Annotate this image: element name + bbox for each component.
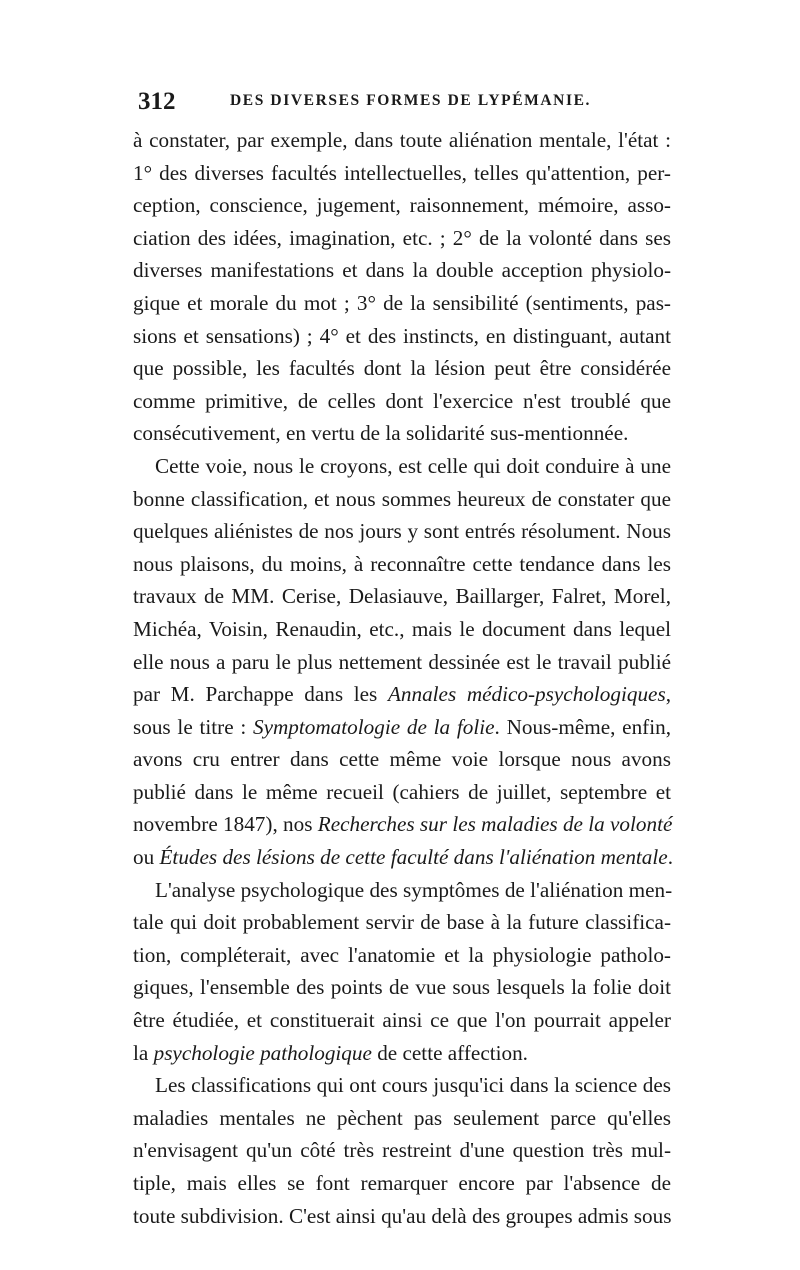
text-line xyxy=(133,939,671,972)
text-line xyxy=(133,1134,671,1167)
italic-text: Symptomatologie de la folie xyxy=(253,714,495,739)
text-segment: que possible, les facultés dont la lésion peut être considérée xyxy=(133,356,671,381)
text-line xyxy=(133,483,671,516)
text-segment: Les classifications qui ont cours jusqu'ici dans la science des xyxy=(155,1073,671,1098)
text-segment: , xyxy=(665,682,671,707)
text-segment: tion, compléterait, avec l'anatomie et la physiologie patholo- xyxy=(133,942,671,967)
text-line xyxy=(133,646,671,679)
text-line xyxy=(133,189,671,222)
text-line xyxy=(133,157,671,190)
text-segment: quelques aliénistes de nos jours y sont entrés résolument. Nous xyxy=(133,519,671,544)
text-line xyxy=(133,971,671,1004)
text-segment: publié dans le même recueil (cahiers de juillet, septembre et xyxy=(133,779,671,804)
text-line xyxy=(133,222,671,255)
text-line xyxy=(133,841,671,874)
text-segment: maladies mentales ne pèchent pas seulement parce qu'elles xyxy=(133,1105,671,1130)
text-segment: Cette voie, nous le croyons, est celle qui doit conduire à une xyxy=(155,453,671,478)
text-line xyxy=(133,254,671,287)
text-segment: Michéa, Voisin, Renaudin, etc., mais le document dans lequel xyxy=(133,616,671,641)
page-number: 312 xyxy=(138,88,176,115)
text-segment: consécutivement, en vertu de la solidarité sus-mentionnée. xyxy=(133,421,629,446)
text-segment: diverses manifestations et dans la double acception physiolo- xyxy=(133,258,671,283)
text-line xyxy=(133,808,671,841)
text-segment: travaux de MM. Cerise, Delasiauve, Baillarger, Falret, Morel, xyxy=(133,584,671,609)
text-line xyxy=(133,352,671,385)
text-line xyxy=(133,1200,671,1233)
text-segment: bonne classification, et nous sommes heureux de constater que xyxy=(133,486,671,511)
text-line xyxy=(133,1004,671,1037)
text-segment: à constater, par exemple, dans toute aliénation mentale, l'état : xyxy=(133,128,671,152)
text-line xyxy=(133,124,671,157)
text-segment: . Nous-même, enfin, xyxy=(494,714,672,739)
text-segment: tale qui doit probablement servir de base à la future classifica- xyxy=(133,910,671,935)
text-line xyxy=(133,613,671,646)
text-segment: toute subdivision. C'est ainsi qu'au delà des groupes admis sous xyxy=(133,1203,672,1228)
text-segment: la xyxy=(133,1040,154,1065)
text-line xyxy=(133,1069,671,1102)
text-line xyxy=(133,1102,671,1135)
text-line xyxy=(133,417,671,450)
text-segment: giques, l'ensemble des points de vue sous lesquels la folie doit xyxy=(133,975,671,1000)
text-segment: sous le titre : xyxy=(133,714,253,739)
text-segment: sions et sensations) ; 4° et des instincts, en distinguant, autant xyxy=(133,323,671,348)
text-segment: par M. Parchappe dans les xyxy=(133,682,388,707)
text-segment: être étudiée, et constituerait ainsi ce que l'on pourrait appeler xyxy=(133,1008,671,1033)
text-line xyxy=(133,320,671,353)
text-segment: ciation des idées, imagination, etc. ; 2° de la volonté dans ses xyxy=(133,225,671,250)
text-line xyxy=(133,450,671,483)
text-line xyxy=(133,1037,671,1070)
text-line xyxy=(133,385,671,418)
text-line xyxy=(133,874,671,907)
text-segment: nous plaisons, du moins, à reconnaître cette tendance dans les xyxy=(133,551,671,576)
text-line xyxy=(133,548,671,581)
text-line xyxy=(133,743,671,776)
text-segment: ou xyxy=(133,845,160,870)
text-segment: gique et morale du mot ; 3° de la sensibilité (sentiments, pas- xyxy=(133,290,671,315)
page-header xyxy=(138,88,668,118)
text-line xyxy=(133,776,671,809)
text-segment: n'envisagent qu'un côté très restreint d'une question très mul- xyxy=(133,1138,671,1163)
text-line xyxy=(133,515,671,548)
italic-text: Recherches sur les maladies de la volonté xyxy=(317,812,673,837)
italic-text: psychologie pathologique xyxy=(153,1040,372,1065)
text-line xyxy=(133,678,671,711)
text-segment: L'analyse psychologique des symptômes de l'aliénation men- xyxy=(155,877,673,902)
text-segment: novembre 1847), nos xyxy=(133,812,318,837)
text-segment: avons cru entrer dans cette même voie lorsque nous avons xyxy=(133,747,671,772)
running-title: DES DIVERSES FORMES DE LYPÉMANIE. xyxy=(230,92,591,109)
text-line xyxy=(133,287,671,320)
text-segment: de cette affection. xyxy=(371,1040,528,1065)
italic-text: Études des lésions de cette faculté dans l'aliénation mentale xyxy=(159,845,668,870)
text-segment: ception, conscience, jugement, raisonnement, mémoire, asso- xyxy=(133,193,671,218)
text-line xyxy=(133,1167,671,1200)
italic-text: Annales médico-psychologiques xyxy=(387,682,666,707)
body-text xyxy=(133,124,671,1232)
text-segment: 1° des diverses facultés intellectuelles, telles qu'attention, per- xyxy=(133,160,671,185)
text-segment: comme primitive, de celles dont l'exercice n'est troublé que xyxy=(133,388,671,413)
text-line xyxy=(133,580,671,613)
text-segment: elle nous a paru le plus nettement dessinée est le travail publié xyxy=(133,649,671,674)
text-line xyxy=(133,711,671,744)
text-segment: . xyxy=(667,845,673,870)
text-segment: tiple, mais elles se font remarquer encore par l'absence de xyxy=(133,1171,671,1195)
text-line xyxy=(133,906,671,939)
